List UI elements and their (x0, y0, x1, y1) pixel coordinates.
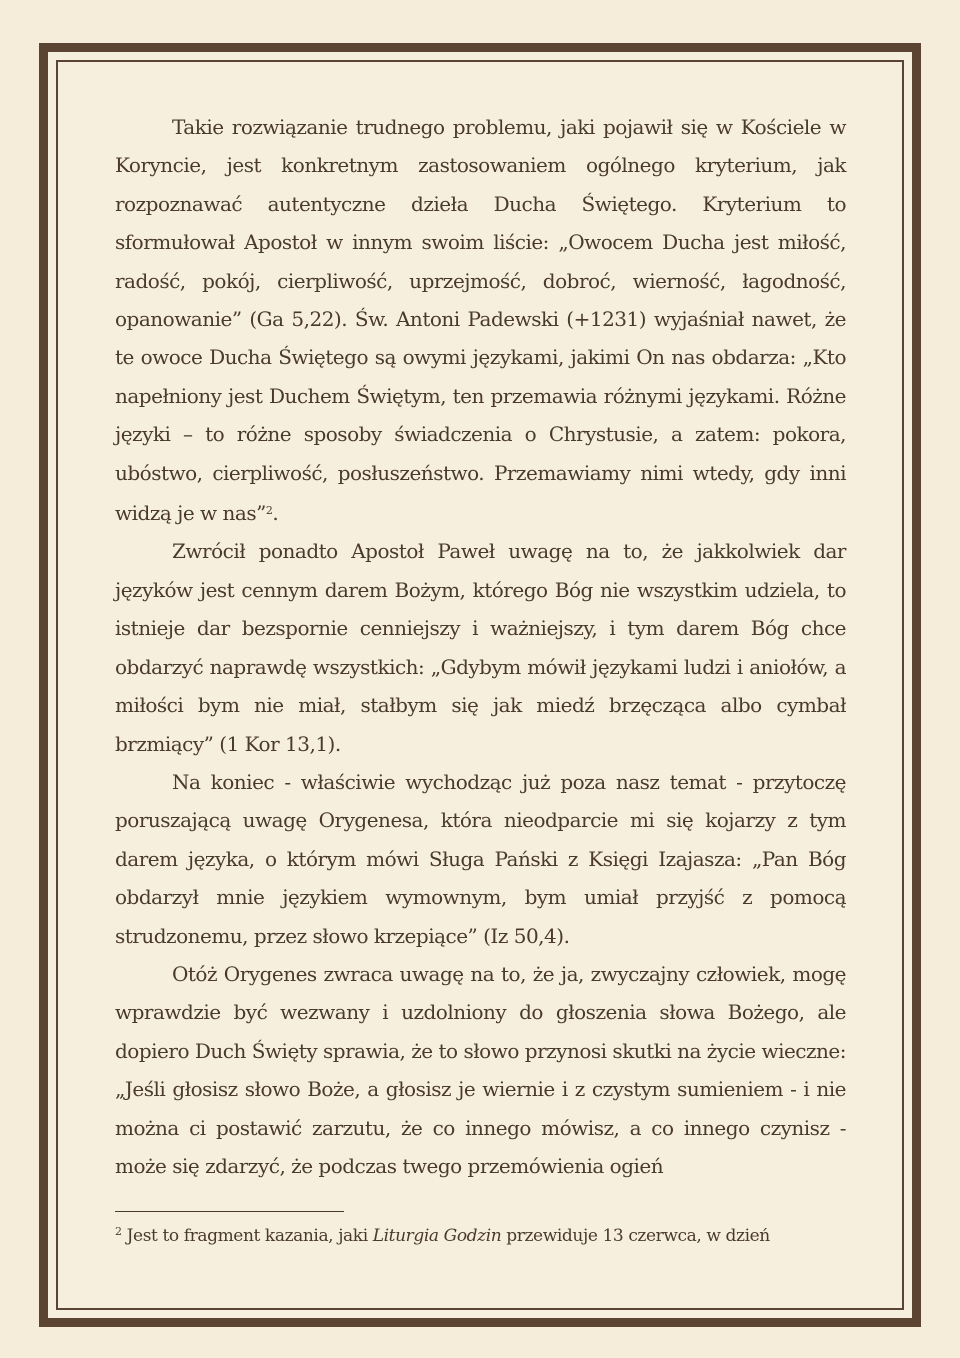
paragraph-4: Otóż Orygenes zwraca uwagę na to, że ja, zwyczajny człowiek, mogę wprawdzie być wezwany i uzdolniony do głoszenia słowa Bożego, ale dopiero Duch Święty sprawia, że to słowo przynosi skutki na życie wieczne: „Jeśli głosisz słowo Boże, a głosisz je wiernie i z czystym sumieniem - i nie można ci postawić zarzutu, że co innego mówisz, a co innego czynisz - może się zdarzyć, że podczas twego przemówienia ogień (115, 961, 846, 1178)
footnote-number: 2 (115, 1225, 122, 1238)
paragraph-1-text: Takie rozwiązanie trudnego problemu, jaki pojawił się w Kościele w Koryncie, jest konkretnym zastosowaniem ogólnego kryterium, jak rozpoznawać autentyczne dzieła Ducha Świętego. Kryterium to sformułował Apostoł w innym swoim liście: „Owocem Ducha jest miłość, radość, pokój, cierpliwość, uprzejmość, dobroć, wierność, łagodność, opanowanie” (Ga 5,22). Św. Antoni Padewski (+1231) wyjaśniał nawet, że te owoce Ducha Świętego są owymi językami, jakimi On nas obdarza: „Kto napełniony jest Duchem Świętym, ten przemawia różnymi językami. Różne języki – to różne sposoby świadczenia o Chrystusie, a zatem: pokora, ubóstwo, cierpliwość, posłuszeństwo. Przemawiamy nimi wtedy, gdy inni widzą je w nas” (115, 115, 846, 526)
footnote-text-after: przewiduje 13 czerwca, w dzień (506, 1226, 770, 1246)
footnote-italic-title: Liturgia Godzin (372, 1226, 502, 1246)
main-text (115, 108, 846, 1185)
paragraph-1 (115, 108, 846, 532)
paragraph-2: Zwrócił ponadto Apostoł Paweł uwagę na to, że jakkolwiek dar języków jest cennym darem Bożym, którego Bóg nie wszystkim udziela, to istnieje dar bezspornie cenniejszy i ważniejszy, i tym darem Bóg chce obdarzyć naprawdę wszystkich: „Gdybym mówił językami ludzi i aniołów, a miłości bym nie miał, stałbym się jak miedź brzęcząca albo cymbał brzmiący” (1 Kor 13,1). (115, 539, 846, 756)
footnote-text-before: Jest to fragment kazania, jaki (126, 1226, 368, 1246)
paragraph-3: Na koniec - właściwie wychodząc już poza nasz temat - przytoczę poruszającą uwagę Orygenesa, która nieodparcie mi się kojarzy z tym darem języka, o którym mówi Sługa Pański z Księgi Izajasza: „Pan Bóg obdarzył mnie językiem wymownym, bym umiał przyjść z pomocą strudzonemu, przez słowo krzepiące” (Iz 50,4). (115, 769, 846, 948)
paragraph-1-end: . (272, 501, 279, 526)
footnote-reference: 2 (265, 504, 273, 518)
footnote (115, 1219, 846, 1249)
footnote-separator (115, 1211, 344, 1212)
